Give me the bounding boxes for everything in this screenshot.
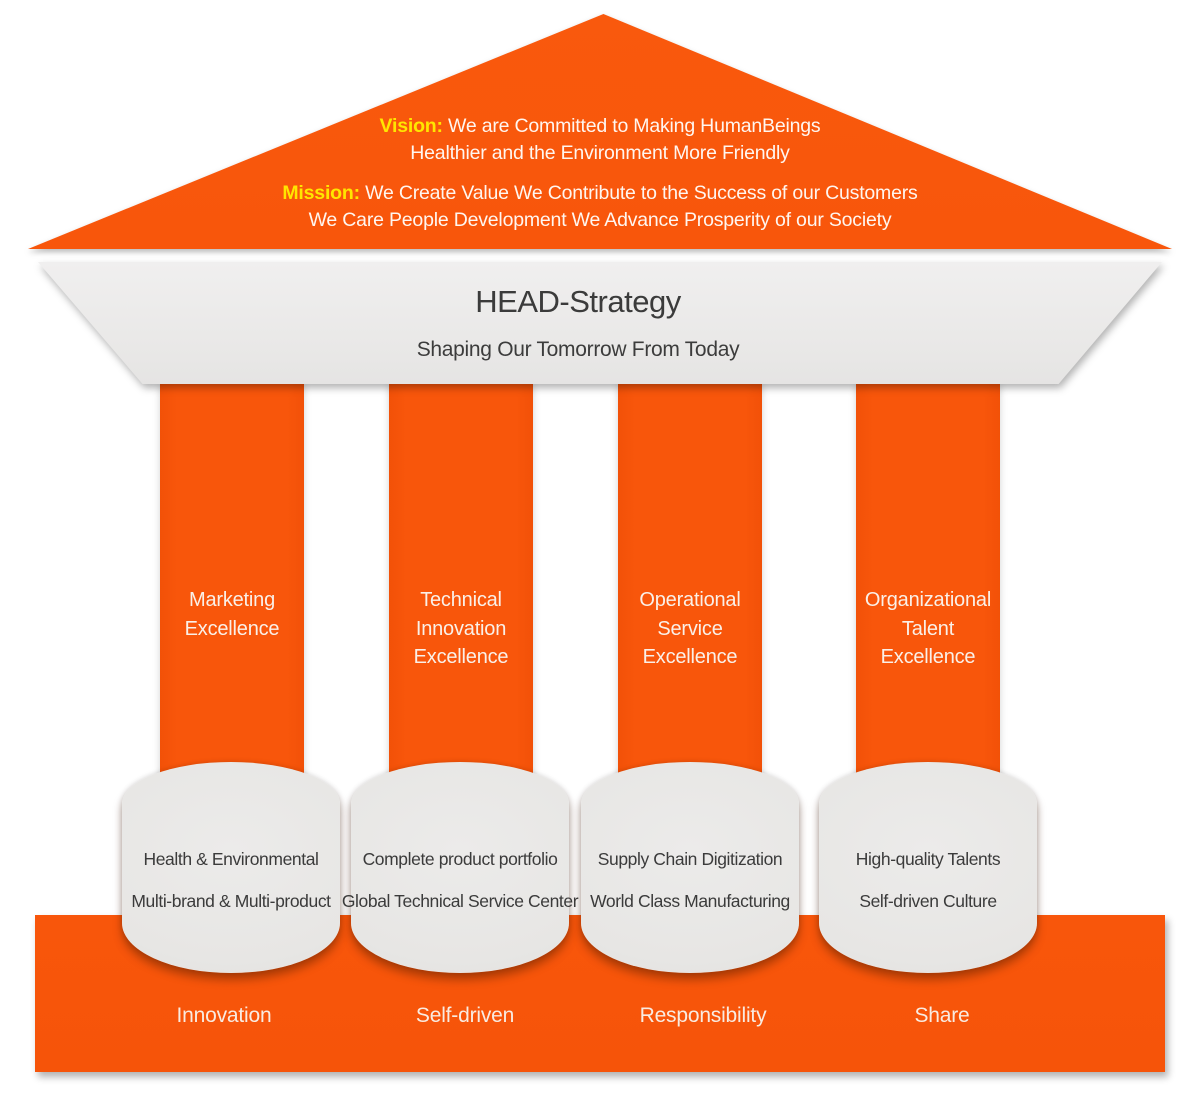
mission-line-1	[28, 180, 1172, 207]
vision-line-1	[28, 113, 1172, 140]
strategy-title: HEAD-Strategy	[475, 284, 681, 319]
pillar-label-line: Talent	[901, 617, 955, 640]
base-text-line: High-quality Talents	[855, 849, 1001, 869]
pillar-label-line: Excellence	[413, 646, 509, 668]
pillar-label	[377, 586, 545, 672]
entablature	[38, 262, 1162, 384]
foundation-value-responsibility: Responsibility	[639, 1004, 767, 1027]
base-marketing-excellence	[122, 762, 340, 973]
pillar-label-line: Excellence	[880, 646, 976, 668]
strategy-subtitle: Shaping Our Tomorrow From Today	[416, 338, 740, 361]
pillar-label-line: Excellence	[642, 646, 738, 668]
foundation-value-self-driven: Self-driven	[415, 1004, 515, 1027]
vision-label: Vision:	[379, 115, 443, 137]
pillar-technical-innovation-excellence	[389, 384, 533, 784]
base-text-line: Self-driven Culture	[859, 891, 997, 911]
base-operational-service-excellence	[581, 762, 799, 973]
base-text-line: Global Technical Service Center	[341, 891, 579, 911]
vision-line-2: Healthier and the Environment More Friendly	[410, 142, 790, 164]
foundation-value-share: Share	[914, 1004, 970, 1027]
base-text-line: World Class Manufacturing	[590, 891, 790, 911]
pillar-label	[606, 586, 774, 672]
base-organizational-talent-excellence	[819, 762, 1037, 973]
foundation-value-innovation: Innovation	[176, 1004, 272, 1027]
mission-statement	[28, 180, 1172, 234]
base-text-line: Multi-brand & Multi-product	[131, 891, 331, 911]
base-text	[793, 838, 1063, 922]
mission-line-2: We Care People Development We Advance Prosperity of our Society	[308, 209, 892, 231]
base-text-line: Health & Environmental	[143, 849, 319, 869]
pillar-label-line: Innovation	[415, 617, 507, 640]
pillar-label-line: Technical	[420, 589, 502, 611]
mission-label: Mission:	[282, 182, 360, 204]
vision-statement	[28, 113, 1172, 167]
pillar-label	[844, 586, 1012, 672]
base-text-line: Complete product portfolio	[362, 849, 558, 869]
pillar-label	[148, 586, 316, 643]
base-text	[555, 838, 825, 922]
entablature-shape	[38, 262, 1162, 384]
pillar-label-line: Service	[657, 617, 723, 640]
base-technical-innovation-excellence	[341, 762, 579, 973]
pillar-operational-service-excellence	[618, 384, 762, 784]
pillar-organizational-talent-excellence	[856, 384, 1000, 784]
vision-text-1: We are Committed to Making HumanBeings	[448, 115, 821, 137]
pillar-marketing-excellence	[160, 384, 304, 784]
pillar-label-line: Excellence	[184, 617, 280, 640]
base-text-line: Supply Chain Digitization	[597, 849, 783, 869]
pillar-label-line: Operational	[639, 589, 741, 611]
mission-text-1: We Create Value We Contribute to the Success of our Customers	[365, 182, 918, 204]
roof	[28, 14, 1172, 249]
pillar-label-line: Organizational	[864, 589, 992, 611]
pillar-label-line: Marketing	[188, 589, 275, 611]
